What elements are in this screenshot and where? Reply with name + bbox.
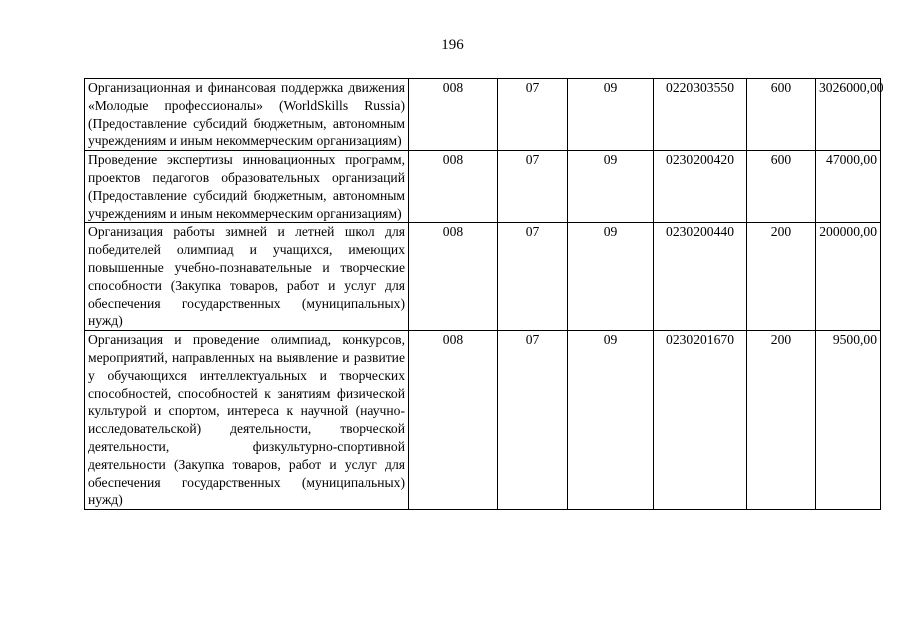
subsection-code: 09 [568,151,654,223]
row-description: Организация работы зимней и летней школ для победителей олимпиад и учащихся, имеющих повышенные учебно-познавательные и творческие способности (Закупка товаров, работ и услуг для обеспечения государственных (муниципальных) нужд) [85,223,409,331]
target-article-code: 0230200420 [654,151,747,223]
subsection-code: 09 [568,331,654,510]
row-description: Проведение экспертизы инновационных программ, проектов педагогов образовательных организаций (Предоставление субсидий бюджетным, автономным учреждениям и иным некоммерческим организациям) [85,151,409,223]
table-row [85,151,881,223]
expense-type-code: 200 [747,223,816,331]
section-code: 07 [498,151,568,223]
admin-code: 008 [409,331,498,510]
amount: 200000,00 [816,223,881,331]
table-row [85,79,881,151]
page-number: 196 [441,37,464,53]
target-article-code: 0230200440 [654,223,747,331]
amount: 47000,00 [816,151,881,223]
target-article-code: 0230201670 [654,331,747,510]
target-article-code: 0220303550 [654,79,747,151]
amount: 3026000,00 [816,79,881,151]
expense-type-code: 600 [747,151,816,223]
expense-type-code: 200 [747,331,816,510]
expense-type-code: 600 [747,79,816,151]
section-code: 07 [498,79,568,151]
table-row [85,331,881,510]
row-description: Организация и проведение олимпиад, конкурсов, мероприятий, направленных на выявление и развитие у обучающихся интеллектуальных и творческих способностей, способностей к занятиям физической культурой и спортом, интереса к научной (научно-исследовательской) деятельности, творческой деятельности, физкультурно-спортивной деятельности (Закупка товаров, работ и услуг для обеспечения государственных (муниципальных) нужд) [85,331,409,510]
section-code: 07 [498,223,568,331]
admin-code: 008 [409,151,498,223]
admin-code: 008 [409,79,498,151]
admin-code: 008 [409,223,498,331]
row-description: Организационная и финансовая поддержка движения «Молодые профессионалы» (WorldSkills Russia) (Предоставление субсидий бюджетным, автономным учреждениям и иным некоммерческим организациям) [85,79,409,151]
section-code: 07 [498,331,568,510]
amount: 9500,00 [816,331,881,510]
budget-table [84,78,884,510]
table-row [85,223,881,331]
subsection-code: 09 [568,79,654,151]
subsection-code: 09 [568,223,654,331]
